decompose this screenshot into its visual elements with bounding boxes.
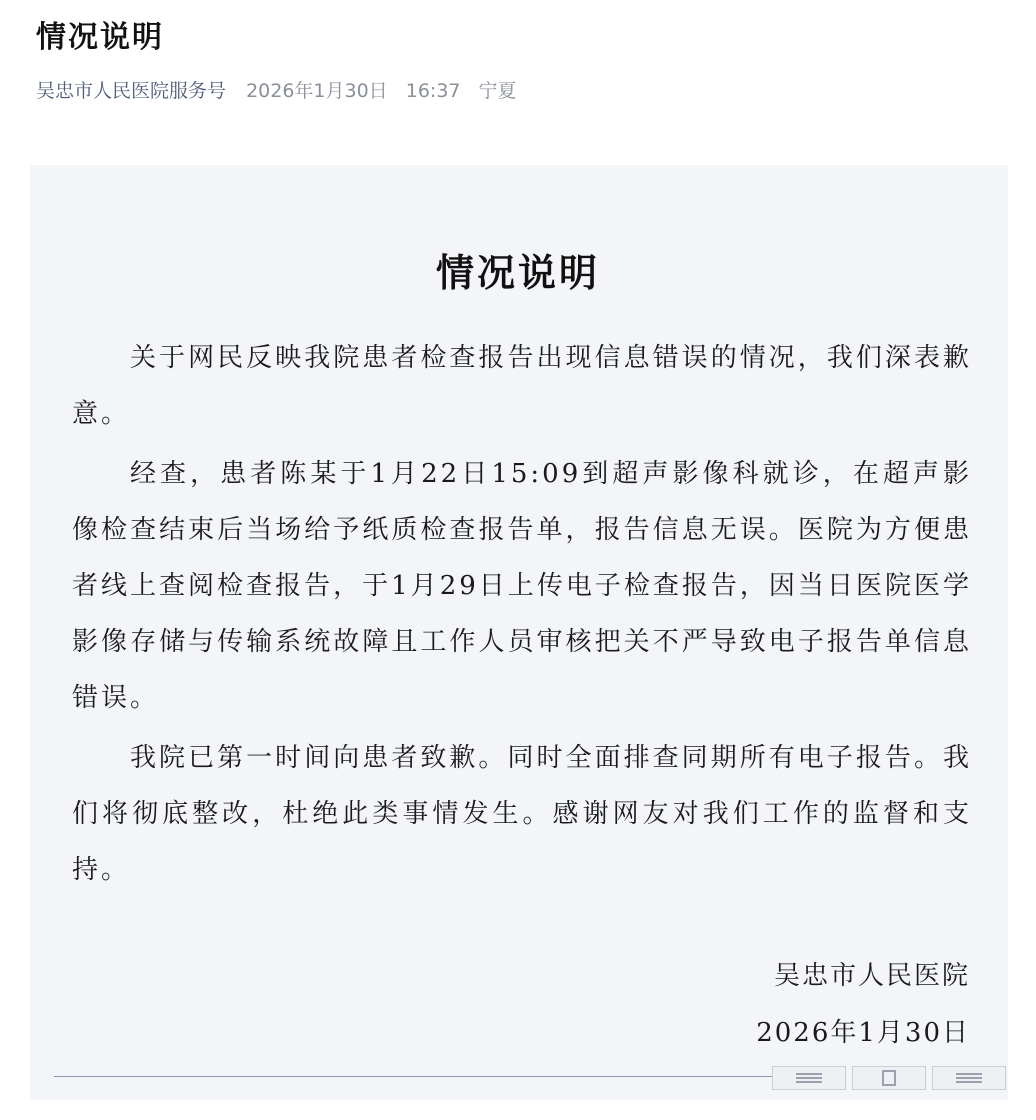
- list-view-button[interactable]: [772, 1066, 846, 1090]
- account-name-link[interactable]: 吴忠市人民医院服务号: [36, 80, 227, 102]
- page-title: 情况说明: [36, 20, 164, 55]
- list-icon: [954, 1071, 984, 1085]
- publish-time: 16:37: [405, 80, 461, 102]
- page-icon: [874, 1070, 904, 1086]
- image-toolbar: [772, 1066, 1006, 1090]
- publish-location: 宁夏: [478, 80, 517, 102]
- notice-paragraph: 经查，患者陈某于1月22日15:09到超声影像科就诊，在超声影像检查结束后当场给予纸质检查报告单，报告信息无误。医院为方便患者线上查阅检查报告，于1月29日上传电子检查报告，因当日医院医学影像存储与传输系统故障且工作人员审核把关不严导致电子报告单信息错误。: [72, 459, 972, 713]
- signature-date: 2026年1月30日: [756, 1018, 970, 1048]
- publish-date: 2026年1月30日: [246, 80, 388, 102]
- signature-org: 吴忠市人民医院: [773, 961, 970, 991]
- notice-paragraph: 关于网民反映我院患者检查报告出现信息错误的情况，我们深表歉意。: [72, 343, 972, 429]
- notice-body: [72, 330, 972, 902]
- notice-title: 情况说明: [435, 251, 600, 295]
- article-meta: [36, 76, 517, 103]
- list-view-button-2[interactable]: [932, 1066, 1006, 1090]
- page-view-button[interactable]: [852, 1066, 926, 1090]
- list-icon: [794, 1071, 824, 1085]
- notice-paragraph: 我院已第一时间向患者致歉。同时全面排查同期所有电子报告。我们将彻底整改，杜绝此类事情发生。感谢网友对我们工作的监督和支持。: [72, 743, 972, 885]
- divider: [54, 1076, 774, 1077]
